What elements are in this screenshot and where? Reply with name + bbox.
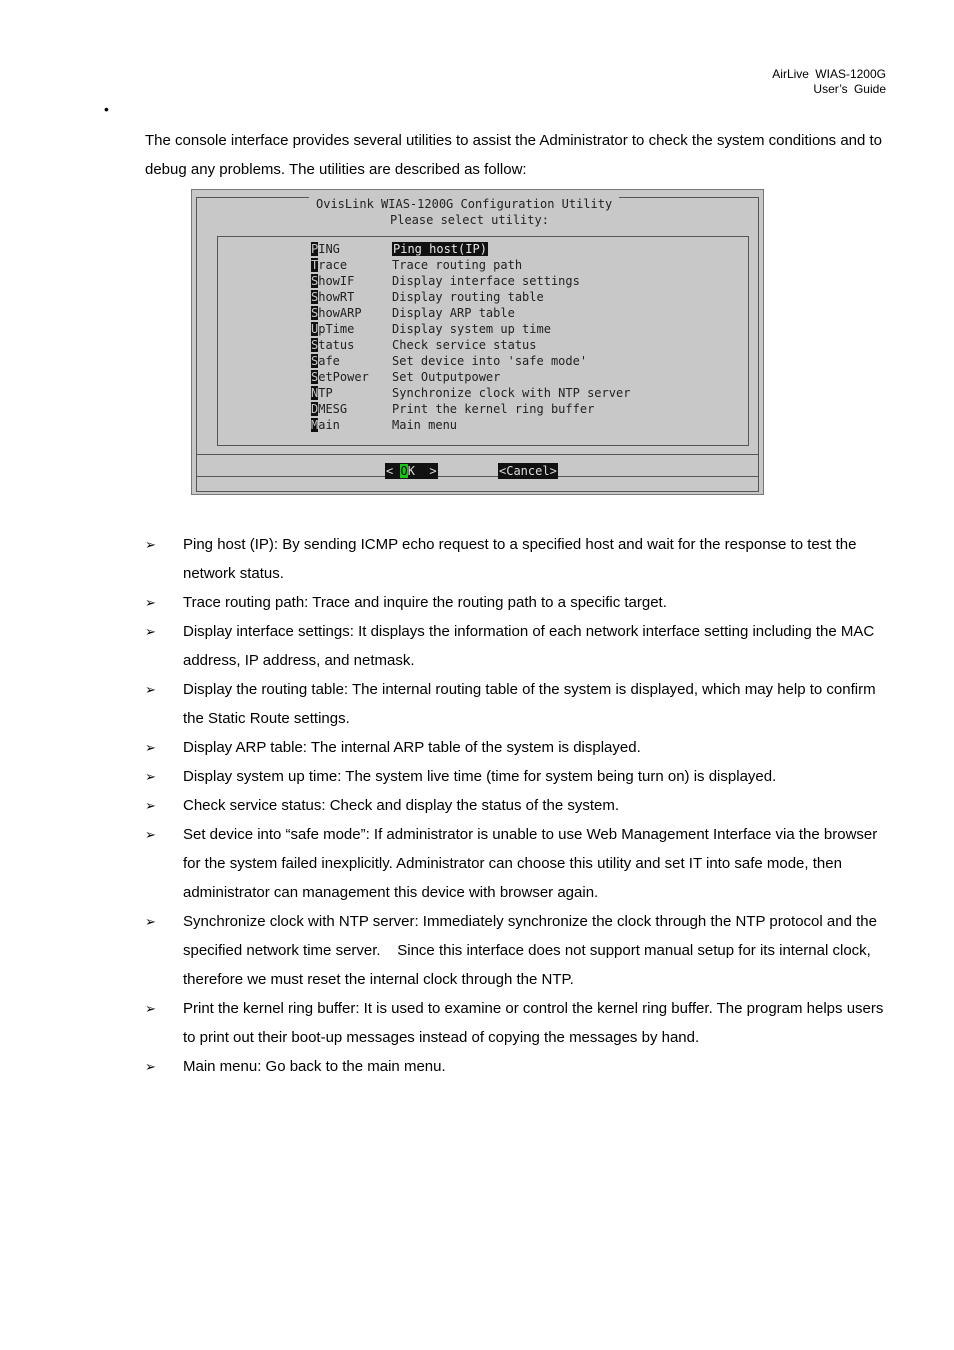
utility-item[interactable] xyxy=(311,385,630,401)
arrow-bullet-icon: ➢ xyxy=(145,827,156,842)
utility-key xyxy=(311,385,392,401)
utility-item[interactable] xyxy=(311,273,580,289)
arrow-bullet-icon: ➢ xyxy=(145,740,156,755)
utility-hotkey: S xyxy=(311,274,319,288)
console-dialog xyxy=(196,197,759,477)
utility-key-rest: tatus xyxy=(318,338,355,352)
utility-key xyxy=(311,369,392,385)
utility-hotkey: N xyxy=(311,386,319,400)
utility-key-rest: race xyxy=(318,258,348,272)
utility-item[interactable] xyxy=(311,401,594,417)
console-button-bar xyxy=(196,454,759,492)
list-item-text: Synchronize clock with NTP server: Immediately synchronize the clock through the NTP protocol and the specified network time server. Since this interface does not support manual setup for its internal clock, therefore we must reset the internal clock through the NTP. xyxy=(183,913,877,988)
utility-item[interactable] xyxy=(311,353,587,369)
list-item-text: Check service status: Check and display the status of the system. xyxy=(183,797,620,814)
arrow-bullet-icon: ➢ xyxy=(145,914,156,929)
list-item xyxy=(145,820,890,907)
arrow-bullet-icon: ➢ xyxy=(145,624,156,639)
utility-hotkey: T xyxy=(311,258,319,272)
arrow-bullet-icon: ➢ xyxy=(145,537,156,552)
utility-hotkey: S xyxy=(311,338,319,352)
list-item-text: Trace routing path: Trace and inquire the routing path to a specific target. xyxy=(183,594,667,611)
utility-description: Display ARP table xyxy=(392,306,515,320)
utility-key xyxy=(311,305,392,321)
list-item xyxy=(145,588,890,617)
arrow-bullet-icon: ➢ xyxy=(145,1001,156,1016)
arrow-bullet-icon: ➢ xyxy=(145,682,156,697)
list-item-text: Print the kernel ring buffer: It is used to examine or control the kernel ring buffer. The program helps users to print out their boot-up messages instead of copying the messages by hand. xyxy=(183,1000,884,1046)
utility-key xyxy=(311,241,392,257)
list-item xyxy=(145,907,890,994)
utility-list xyxy=(217,236,749,446)
list-item xyxy=(145,675,890,733)
utility-hotkey: P xyxy=(311,242,319,256)
utility-item[interactable] xyxy=(311,337,537,353)
utility-key xyxy=(311,401,392,417)
utility-key-rest: pTime xyxy=(318,322,355,336)
utility-description: Synchronize clock with NTP server xyxy=(392,386,631,400)
console-title: OvisLink WIAS-1200G Configuration Utility xyxy=(309,197,619,211)
utility-hotkey: M xyxy=(311,418,319,432)
console-screenshot xyxy=(191,189,764,495)
utility-hotkey: D xyxy=(311,402,319,416)
utility-item[interactable] xyxy=(311,321,551,337)
header-doc-title: User’s Guide xyxy=(813,82,886,96)
arrow-bullet-icon: ➢ xyxy=(145,1059,156,1074)
list-item-text: Ping host (IP): By sending ICMP echo request to a specified host and wait for the response to test the network status. xyxy=(183,536,857,582)
utility-description: Display interface settings xyxy=(392,274,580,288)
ok-left-bracket: < xyxy=(386,464,401,478)
list-item-text: Display ARP table: The internal ARP table of the system is displayed. xyxy=(183,739,641,756)
utility-item[interactable] xyxy=(311,241,488,257)
utility-key-rest: etPower xyxy=(318,370,369,384)
list-item xyxy=(145,617,890,675)
utility-key-rest: ING xyxy=(318,242,340,256)
utility-key xyxy=(311,417,392,433)
list-item xyxy=(145,733,890,762)
utility-description: Set device into 'safe mode' xyxy=(392,354,588,368)
list-item xyxy=(145,530,890,588)
console-subtitle: Please select utility: xyxy=(390,213,549,227)
utility-description: Set Outputpower xyxy=(392,370,501,384)
utility-key-rest: howARP xyxy=(318,306,362,320)
utility-item[interactable] xyxy=(311,289,544,305)
arrow-bullet-icon: ➢ xyxy=(145,595,156,610)
utility-hotkey: U xyxy=(311,322,319,336)
ok-hotkey: O xyxy=(400,464,408,478)
list-item-text: Display interface settings: It displays the information of each network interface setting including the MAC address, IP address, and netmask. xyxy=(183,623,875,669)
list-item xyxy=(145,994,890,1052)
utility-key xyxy=(311,337,392,353)
utility-key xyxy=(311,257,392,273)
list-item-text: Display system up time: The system live time (time for system being turn on) is displayed. xyxy=(183,768,777,785)
utility-key xyxy=(311,353,392,369)
utility-item[interactable] xyxy=(311,257,522,273)
utility-description: Display routing table xyxy=(392,290,544,304)
utility-item[interactable] xyxy=(311,417,457,433)
utility-key-rest: ain xyxy=(318,418,340,432)
page-header xyxy=(772,67,886,97)
utility-key xyxy=(311,321,392,337)
utility-key-rest: howIF xyxy=(318,274,355,288)
ok-rest: K > xyxy=(407,464,437,478)
arrow-bullet-icon: ➢ xyxy=(145,769,156,784)
list-item-text: Display the routing table: The internal routing table of the system is displayed, which may help to confirm the Static Route settings. xyxy=(183,681,876,727)
utility-hotkey: S xyxy=(311,290,319,304)
utility-description: Print the kernel ring buffer xyxy=(392,402,595,416)
ok-button[interactable] xyxy=(385,463,438,479)
utility-key-rest: TP xyxy=(318,386,333,400)
bullet-icon: • xyxy=(104,101,109,117)
utility-key-rest: howRT xyxy=(318,290,355,304)
intro-paragraph: The console interface provides several utilities to assist the Administrator to check the system conditions and to debug any problems. The utilities are described as follow: xyxy=(145,132,883,178)
utility-hotkey: S xyxy=(311,354,319,368)
utility-item[interactable] xyxy=(311,305,515,321)
list-item xyxy=(145,791,890,820)
utility-item[interactable] xyxy=(311,369,500,385)
utility-hotkey: S xyxy=(311,306,319,320)
arrow-bullet-icon: ➢ xyxy=(145,798,156,813)
list-item xyxy=(145,762,890,791)
utility-description: Check service status xyxy=(392,338,537,352)
header-product: AirLive WIAS-1200G xyxy=(772,67,886,81)
cancel-button[interactable]: <Cancel> xyxy=(499,464,557,478)
utility-key-rest: MESG xyxy=(318,402,348,416)
list-item-text: Main menu: Go back to the main menu. xyxy=(183,1058,446,1075)
list-item xyxy=(145,1052,890,1081)
utility-descriptions xyxy=(145,530,890,1081)
utility-key xyxy=(311,273,392,289)
utility-key xyxy=(311,289,392,305)
utility-description: Main menu xyxy=(392,418,458,432)
utility-description: Trace routing path xyxy=(392,258,523,272)
list-item-text: Set device into “safe mode”: If administrator is unable to use Web Management Interface via the browser for the system failed inexplicitly. Administrator can choose this utility and set IT into safe mode, then administrator can management this device with browser again. xyxy=(183,826,878,901)
utility-description: Ping host(IP) xyxy=(393,242,487,256)
utility-key-rest: afe xyxy=(318,354,340,368)
utility-hotkey: S xyxy=(311,370,319,384)
utility-description: Display system up time xyxy=(392,322,551,336)
